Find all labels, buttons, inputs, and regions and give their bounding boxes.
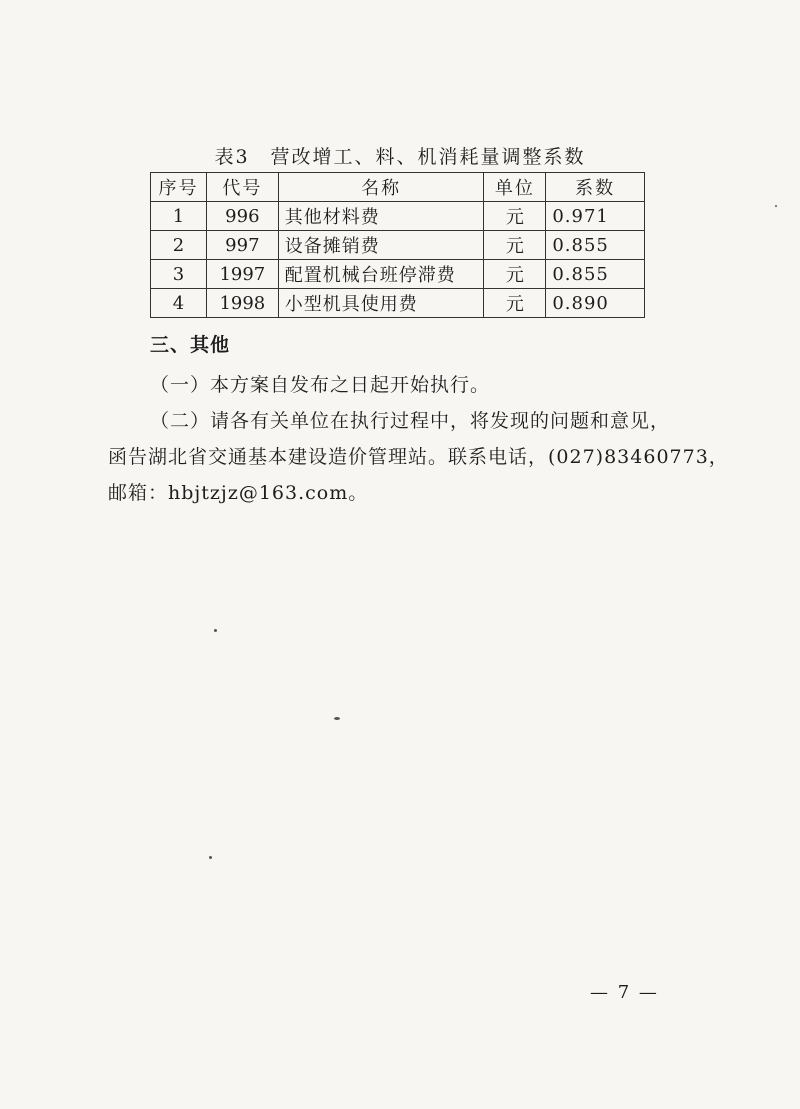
table-row [151,260,645,289]
cell-coef: 0.855 [546,260,645,289]
paragraph-item-2-line-1: （二）请各有关单位在执行过程中，将发现的问题和意见， [150,410,671,432]
table-header-row [151,173,645,202]
section-heading: 三、其他 [150,334,231,356]
cell-coef: 0.971 [546,202,645,231]
cell-code: 997 [206,231,278,260]
paragraph-item-2-line-2: 函告湖北省交通基本建设造价管理站。联系电话，(027)83460773， [108,446,729,468]
cell-seq: 2 [151,231,207,260]
page-number: — 7 — [590,982,659,1003]
cell-unit: 元 [484,260,546,289]
header-seq: 序号 [151,173,207,202]
cell-name: 其他材料费 [278,202,484,231]
cell-unit: 元 [484,289,546,318]
paragraph-item-2-line-3: 邮箱：hbjtzjz@163.com。 [108,482,369,504]
table-row [151,289,645,318]
cell-seq: 3 [151,260,207,289]
cell-coef: 0.855 [546,231,645,260]
scan-speck [214,629,217,632]
cell-unit: 元 [484,202,546,231]
cell-code: 1997 [206,260,278,289]
header-name: 名称 [278,173,484,202]
cell-name: 设备摊销费 [278,231,484,260]
cell-name: 小型机具使用费 [278,289,484,318]
cell-code: 996 [206,202,278,231]
cell-seq: 1 [151,202,207,231]
table-caption: 表3 营改增工、料、机消耗量调整系数 [214,146,586,168]
cell-coef: 0.890 [546,289,645,318]
coefficient-table [150,172,645,318]
scan-speck [775,205,777,207]
scan-speck [334,717,340,720]
cell-unit: 元 [484,231,546,260]
header-code: 代号 [206,173,278,202]
scan-speck [209,856,212,859]
paragraph-item-1: （一）本方案自发布之日起开始执行。 [150,374,491,396]
cell-name: 配置机械台班停滞费 [278,260,484,289]
cell-code: 1998 [206,289,278,318]
table-row [151,231,645,260]
header-unit: 单位 [484,173,546,202]
cell-seq: 4 [151,289,207,318]
header-coef: 系数 [546,173,645,202]
table-row [151,202,645,231]
